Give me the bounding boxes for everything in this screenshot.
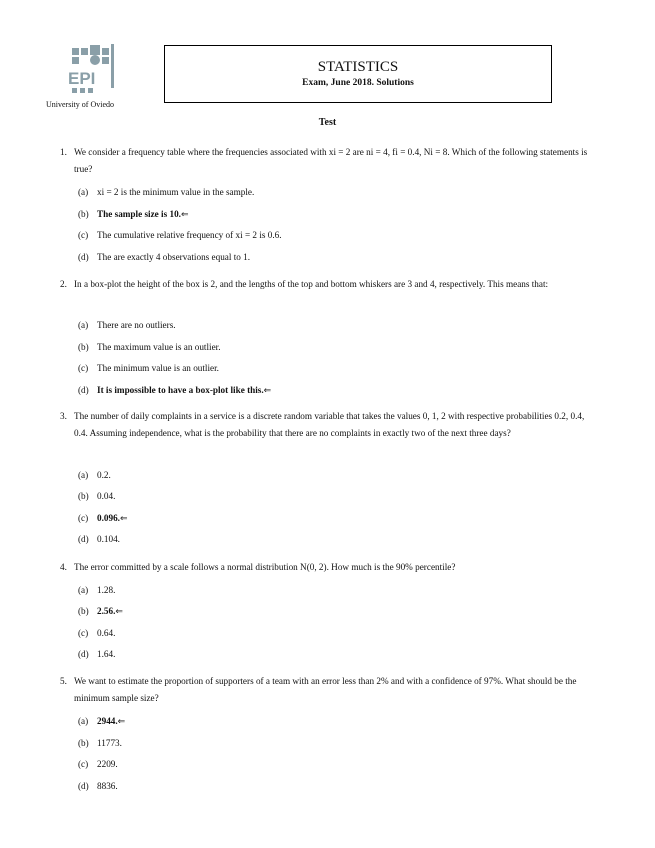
option-4c: (c) 0.64. — [78, 628, 116, 638]
question-text: The error committed by a scale follows a normal distribution N(0, 2). How much is the 90% percentile? — [74, 562, 456, 572]
university-logo — [58, 42, 138, 100]
option-2c: (c) The minimum value is an outlier. — [78, 363, 219, 373]
option-1d: (d) The are exactly 4 observations equal to 1. — [78, 252, 251, 262]
option-3a: (a) 0.2. — [78, 470, 111, 480]
answer-marker: ⇐ — [115, 606, 124, 616]
option-5c: (c) 2209. — [78, 759, 118, 769]
option-1a: (a) xi = 2 is the minimum value in the sample. — [78, 187, 255, 197]
answer-marker: ⇐ — [117, 716, 126, 726]
option-4b-correct: (b) 2.56.⇐ — [78, 606, 124, 616]
university-name: University of Oviedo — [46, 100, 114, 109]
option-3c-correct: (c) 0.096.⇐ — [78, 513, 128, 523]
question-4: 4. The error committed by a scale follows a normal distribution N(0, 2). How much is the 90% percentile? — [60, 559, 595, 576]
exam-title: STATISTICS — [317, 59, 399, 75]
option-1c: (c) The cumulative relative frequency of xi = 2 is 0.6. — [78, 230, 282, 240]
svg-text:EPI: EPI — [68, 69, 96, 88]
option-5a-correct: (a) 2944.⇐ — [78, 716, 126, 726]
question-text: We consider a frequency table where the frequencies associated with xi = 2 are ni = 4, fi = 0.4, Ni = 8. Which of the following statements is true? — [74, 147, 588, 174]
title-box — [164, 45, 552, 103]
section-title: Test — [318, 117, 337, 128]
answer-marker: ⇐ — [263, 385, 272, 395]
question-text: We want to estimate the proportion of supporters of a team with an error less than 2% and with a confidence of 97%. What should be the minimum sample size? — [74, 676, 577, 703]
option-4a: (a) 1.28. — [78, 585, 116, 595]
question-text: The number of daily complaints in a service is a discrete random variable that takes the values 0, 1, 2 with respective probabilities 0.2, 0.4, 0.4. Assuming independence, what is the probability that there are no complaints in exactly two of the next three days? — [74, 411, 585, 438]
option-2d-correct: (d) It is impossible to have a box-plot like this.⇐ — [78, 385, 272, 395]
answer-marker: ⇐ — [119, 513, 128, 523]
question-text: In a box-plot the height of the box is 2, and the lengths of the top and bottom whiskers are 3 and 4, respectively. This means that: — [74, 279, 549, 289]
option-2b: (b) The maximum value is an outlier. — [78, 342, 221, 352]
question-2: 2. In a box-plot the height of the box is 2, and the lengths of the top and bottom whiskers are 3 and 4, respectively. This means that: — [60, 276, 595, 293]
option-1b-correct: (b) The sample size is 10.⇐ — [78, 209, 189, 219]
option-2a: (a) There are no outliers. — [78, 320, 176, 330]
question-5: 5. We want to estimate the proportion of supporters of a team with an error less than 2% and with a confidence of 97%. What should be the minimum sample size? — [60, 673, 595, 707]
question-1: 1. We consider a frequency table where the frequencies associated with xi = 2 are ni = 4, fi = 0.4, Ni = 8. Which of the following statements is true? — [60, 144, 595, 178]
option-5d: (d) 8836. — [78, 781, 118, 791]
option-5b: (b) 11773. — [78, 738, 122, 748]
option-4d: (d) 1.64. — [78, 649, 116, 659]
exam-subtitle: Exam, June 2018. Solutions — [302, 78, 414, 88]
option-3b: (b) 0.04. — [78, 491, 116, 501]
option-3d: (d) 0.104. — [78, 534, 120, 544]
answer-marker: ⇐ — [180, 209, 189, 219]
question-3: 3. The number of daily complaints in a service is a discrete random variable that takes the values 0, 1, 2 with respective probabilities 0.2, 0.4, 0.4. Assuming independence, what is the probability that there are no complaints in exactly two of the next three days? — [60, 408, 595, 442]
